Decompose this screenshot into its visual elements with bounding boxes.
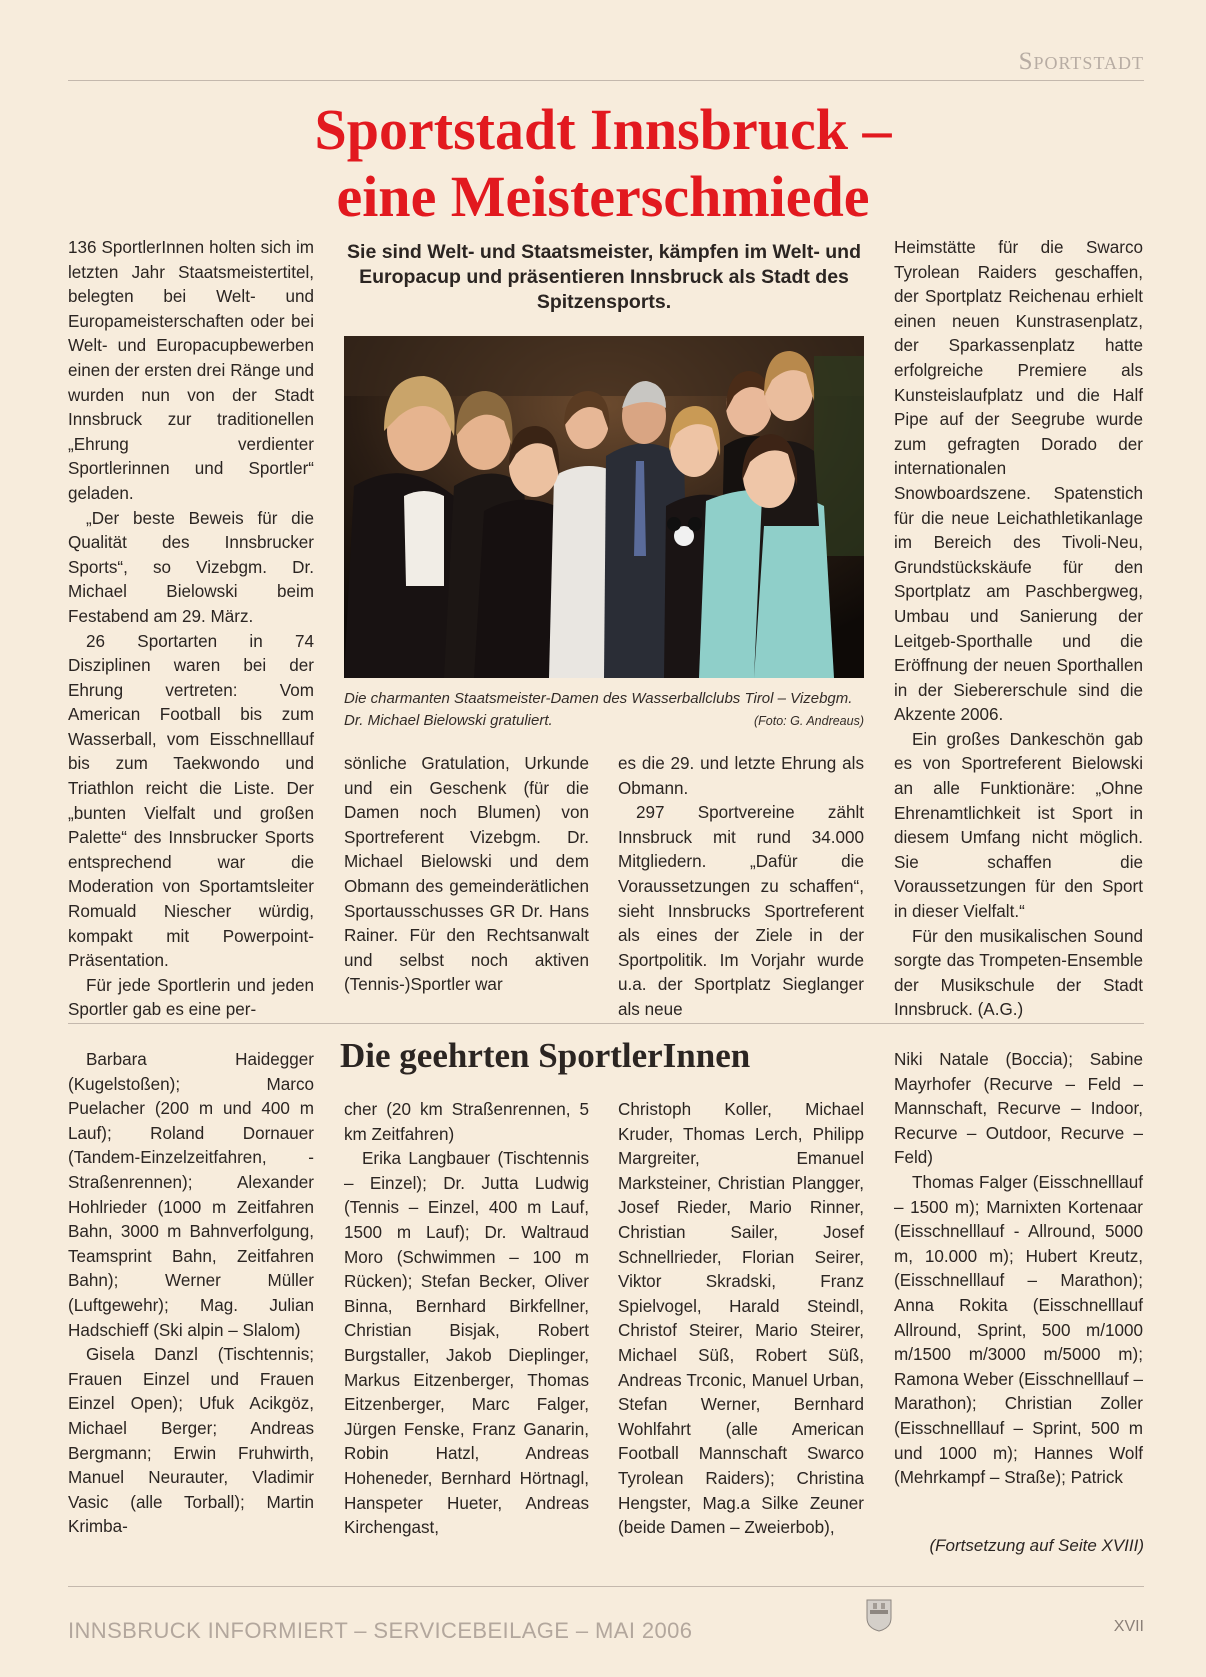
paragraph: cher (20 km Straßenrennen, 5 km Zeitfahren) — [344, 1100, 589, 1144]
footer-rule — [68, 1586, 1144, 1587]
paragraph: sönliche Gratulation, Urkunde und ein Geschenk (für die Damen noch Blumen) von Sportreferent Vizebgm. Dr. Michael Bielowski und dem Obmann des gemeinderätlichen Sportausschusses GR Dr. Hans Rainer. Für den Rechtsanwalt und selbst noch aktiven (Tennis-)Sportler war — [344, 754, 589, 995]
honorees-column-4 — [894, 1048, 1143, 1491]
header-rule — [68, 80, 1144, 81]
paragraph: Thomas Falger (Eisschnelllauf – 1500 m); Marnixten Kortenaar (Eisschnelllauf - Allround, 5000 m, 10.000 m); Hubert Kreutz, (Eisschnelllauf – Marathon); Anna Rokita (Eisschnelllauf Allround, Sprint, 500 m/1000 m/1500 m/3000 m/5000 m); Ramona Weber (Eisschnelllauf – Marathon); Christian Zoller (Eisschnelllauf – Sprint, 500 m und 1000 m); Hannes Wolf (Mehrkampf – Straße); Patrick — [894, 1172, 1143, 1488]
innsbruck-coat-of-arms-icon — [865, 1598, 893, 1632]
page-number: XVII — [1113, 1618, 1144, 1635]
article-column-2 — [344, 752, 589, 998]
honorees-title: Die geehrten SportlerInnen — [340, 1036, 751, 1075]
article-column-3 — [618, 752, 864, 1023]
paragraph: Erika Langbauer (Tischtennis – Einzel); Dr. Jutta Ludwig (Tennis – Einzel, 400 m Lauf, 1500 m Lauf); Dr. Waltraud Moro (Schwimmen – 100 m Rücken); Stefan Becker, Oliver Binna, Bernhard Birkfellner, Christian Bisjak, Robert Burgstaller, Jakob Dieplinger, Markus Eitzenberger, Thomas Eitzenberger, Marc Falger, Jürgen Fenske, Franz Ganarin, Robin Hatzl, Andreas Hoheneder, Bernhard Hörtnagl, Hanspeter Hueter, Andreas Kirchengast, — [344, 1149, 589, 1538]
paragraph: es die 29. und letzte Ehrung als Obmann. — [618, 754, 864, 798]
headline-line-2: eine Meisterschmiede — [336, 164, 870, 229]
section-divider — [68, 1023, 1144, 1024]
honorees-column-1 — [68, 1048, 314, 1540]
paragraph: Heimstätte für die Swarco Tyrolean Raiders geschaffen, der Sportplatz Reichenau erhielt einen neuen Kunstrasenplatz, der Sparkassenplatz hatte erfolgreiche Premiere als Kunsteislaufplatz und die Half Pipe auf der Seegrube wurde zum gefragten Dorado der internationalen Snowboardszene. Spatenstich für die neue Leichathletikanlage im Bereich des Tivoli-Neu, Grundstückskäufe für den Sportplatz am Paschbergweg, Umbau und Sanierung der Leitgeb-Sporthalle und die Eröffnung der neuen Sporthallen in der Siebererschule sind die Akzente 2006. — [894, 238, 1143, 725]
paragraph: Für den musikalischen Sound sorgte das Trompeten-Ensemble der Musikschule der Stadt Innsbruck. (A.G.) — [894, 926, 1143, 1020]
paragraph: Christoph Koller, Michael Kruder, Thomas Lerch, Philipp Margreiter, Emanuel Marksteiner, Christian Plangger, Josef Rieder, Mario Rinner, Christian Sailer, Josef Schnellrieder, Florian Seirer, Viktor Skradski, Franz Spielvogel, Harald Steindl, Christof Steirer, Mario Steirer, Michael Süß, Robert Süß, Andreas Trconic, Manuel Urban, Stefan Werner, Bernhard Wohlfahrt (alle American Football Mannschaft Swarco Tyrolean Raiders); Christina Hengster, Mag.a Silke Zeuner (beide Damen – Zweierbob), — [618, 1100, 864, 1538]
subheadline: Sie sind Welt- und Staatsmeister, kämpfen im Welt- und Europacup und präsentieren Innsbruck als Stadt des Spitzensports. — [347, 241, 861, 313]
paragraph: „Der beste Beweis für die Qualität des Innsbrucker Sports“, so Vizebgm. Dr. Michael Bielowski beim Festabend am 29. März. — [68, 508, 314, 626]
article-column-4 — [894, 236, 1143, 1023]
paragraph: 297 Sportvereine zählt Innsbruck mit rund 34.000 Mitgliedern. „Dafür die Voraussetzungen zu schaffen“, sieht Innsbrucks Sportreferent als eines der Ziele in der Sportpolitik. Im Vorjahr wurde u.a. der Sportplatz Sieglanger als neue — [618, 803, 864, 1019]
continued-note: (Fortsetzung auf Seite XVIII) — [929, 1536, 1144, 1555]
team-photo — [344, 336, 864, 678]
headline-line-1: Sportstadt Innsbruck – — [314, 97, 892, 162]
photo-credit: (Foto: G. Andreaus) — [754, 714, 864, 728]
article-column-1 — [68, 236, 314, 1023]
paragraph: 26 Sportarten in 74 Disziplinen waren bei der Ehrung vertreten: Vom American Football bis zum Wasserball, vom Eisschnelllauf bis zum Taekwondo und Triathlon reicht die Liste. Der „bunten Vielfalt und großen Palette“ des Innsbrucker Sports entsprechend war die Moderation von Sportamtsleiter Romuald Niescher würdig, kompakt mit Powerpoint-Präsentation. — [68, 631, 314, 971]
photo-caption-block — [344, 688, 864, 732]
paragraph: 136 SportlerInnen holten sich im letzten Jahr Staatsmeistertitel, belegten bei Welt- und Europameisterschaften oder bei Welt- und Europacupbewerben einen der ersten drei Ränge und wurden nun von der Stadt Innsbruck zur traditionellen „Ehrung verdienter Sportlerinnen und Sportler“ geladen. — [68, 238, 314, 503]
paragraph: Ein großes Dankeschön gab es von Sportreferent Bielowski an alle Funktionäre: „Ohne Ehrenamtlichkeit ist Sport in diesem Umfang nicht möglich. Sie schaffen die Voraussetzungen für den Sport in dieser Vielfalt.“ — [894, 729, 1143, 922]
paragraph: Barbara Haidegger (Kugelstoßen); Marco Puelacher (200 m und 400 m Lauf); Roland Dornauer (Tandem-Einzelzeitfahren, -Straßenrennen); Alexander Hohlrieder (1000 m Zeitfahren Bahn, 3000 m Bahnverfolgung, Teamsprint Bahn, Zeitfahren Bahn); Werner Müller (Luftgewehr); Mag. Julian Hadschieff (Ski alpin – Slalom) — [68, 1050, 314, 1340]
section-label: Sportstadt — [1018, 48, 1144, 75]
footer-publication: INNSBRUCK INFORMIERT – SERVICEBEILAGE – MAI 2006 — [68, 1618, 693, 1643]
paragraph: Gisela Danzl (Tischtennis; Frauen Einzel und Frauen Einzel Open); Ufuk Acikgöz, Michael Berger; Andreas Bergmann; Erwin Fruhwirth, Manuel Neurauter, Vladimir Vasic (alle Torball); Martin Krimba- — [68, 1345, 314, 1537]
photo-caption: Die charmanten Staatsmeister-Damen des Wasserballclubs Tirol – Vizebgm. Dr. Michael Bielowski gratuliert. — [344, 690, 853, 729]
paragraph: Niki Natale (Boccia); Sabine Mayrhofer (Recurve – Feld – Mannschaft, Recurve – Indoor, Recurve – Outdoor, Recurve – Feld) — [894, 1050, 1143, 1168]
headline — [0, 96, 1206, 230]
honorees-column-3 — [618, 1098, 864, 1541]
paragraph: Für jede Sportlerin und jeden Sportler gab es eine per- — [68, 975, 314, 1020]
honorees-column-2 — [344, 1098, 589, 1541]
